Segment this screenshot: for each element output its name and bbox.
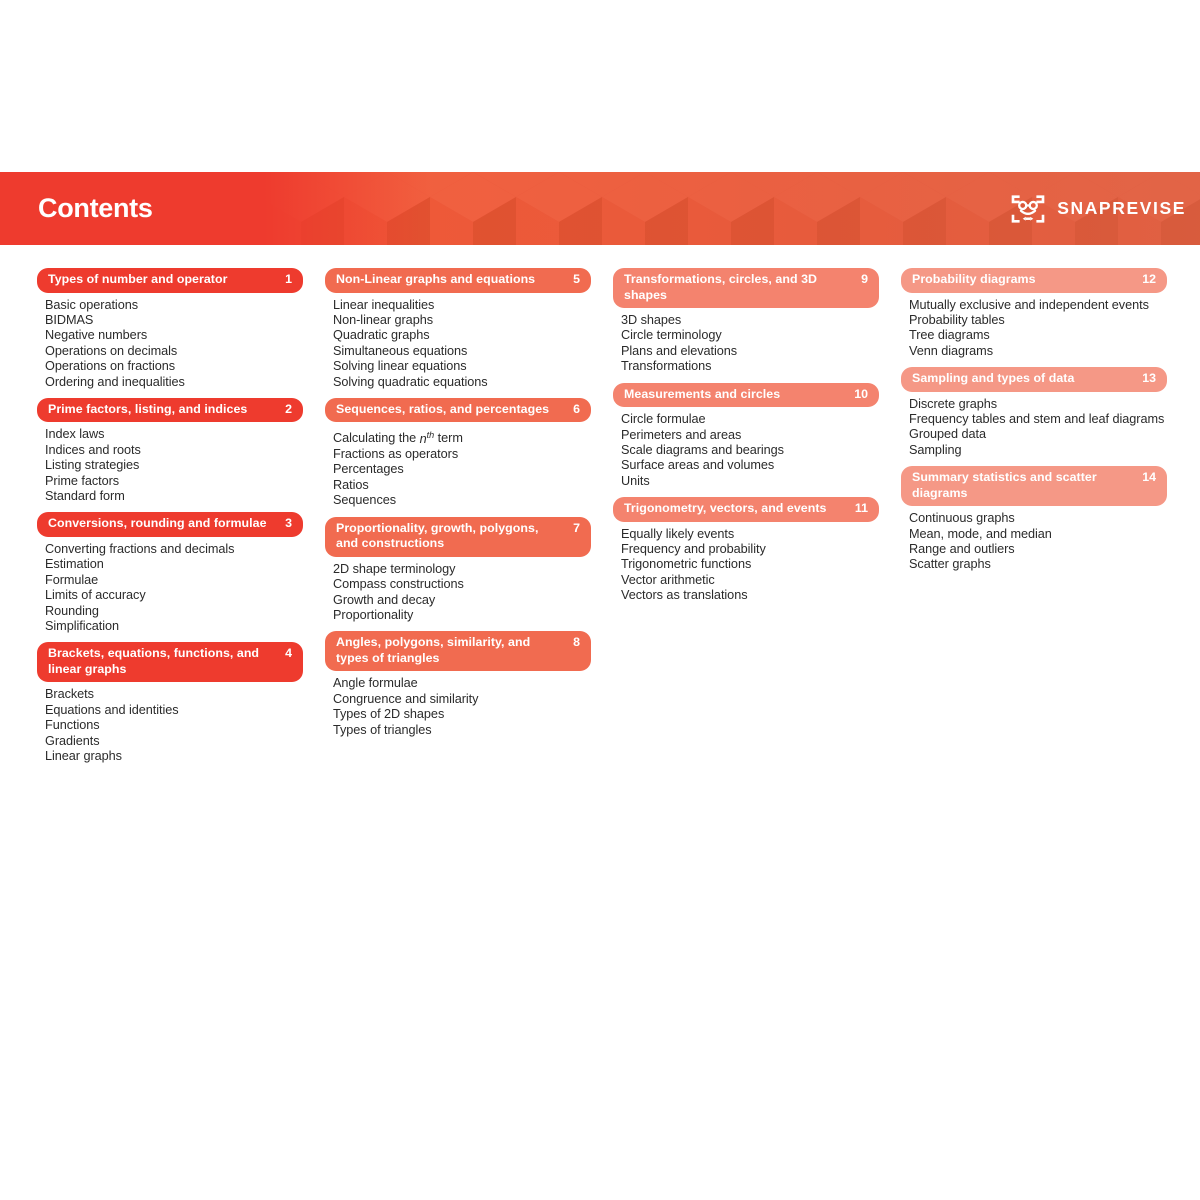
topic-item[interactable]: Scatter graphs (909, 557, 991, 572)
contents-columns (37, 268, 1168, 772)
topic-item[interactable]: Linear inequalities (333, 297, 435, 312)
topic-item[interactable]: Formulae (45, 572, 99, 587)
topic-item[interactable]: Rounding (45, 603, 99, 618)
section-topic-list (325, 422, 591, 508)
topic-item[interactable]: Tree diagrams (909, 328, 990, 343)
section-title: Summary statistics and scatter diagrams (912, 470, 1097, 500)
contents-section[interactable] (37, 512, 303, 634)
section-number: 6 (573, 401, 580, 416)
topic-item[interactable]: Converting fractions and decimals (45, 541, 235, 556)
topic-item[interactable]: Circle terminology (621, 328, 722, 343)
topic-item[interactable]: Proportionality (333, 607, 414, 622)
topic-item[interactable]: Linear graphs (45, 749, 122, 764)
section-title: Types of number and operator (48, 272, 228, 286)
topic-item[interactable]: Continuous graphs (909, 511, 1015, 526)
contents-section[interactable] (37, 268, 303, 390)
contents-section[interactable] (37, 398, 303, 505)
section-number: 10 (854, 386, 868, 401)
topic-item[interactable]: Limits of accuracy (45, 588, 146, 603)
topic-item[interactable]: Operations on decimals (45, 343, 178, 358)
topic-item[interactable]: Equally likely events (621, 526, 735, 541)
topic-item[interactable]: Operations on fractions (45, 359, 176, 374)
topic-item[interactable]: Growth and decay (333, 592, 436, 607)
section-topic-list (613, 407, 879, 489)
topic-item[interactable]: Mutually exclusive and independent events (909, 297, 1149, 312)
contents-section[interactable] (325, 631, 591, 738)
section-title: Prime factors, listing, and indices (48, 401, 248, 416)
topic-item[interactable]: Sampling (909, 442, 962, 457)
topic-item[interactable]: Vectors as translations (621, 588, 748, 603)
section-number: 5 (573, 272, 580, 286)
topic-item[interactable]: Ordering and inequalities (45, 374, 185, 389)
section-number: 2 (285, 401, 292, 416)
section-topic-list (325, 557, 591, 624)
topic-item[interactable]: Mean, mode, and median (909, 526, 1052, 541)
topic-item[interactable]: Solving linear equations (333, 359, 467, 374)
section-number: 1 (285, 272, 292, 286)
topic-item[interactable]: Units (621, 473, 650, 488)
topic-item[interactable]: Surface areas and volumes (621, 458, 775, 473)
topic-item[interactable]: Types of triangles (333, 722, 432, 737)
section-topic-list (37, 422, 303, 504)
section-number: 3 (285, 516, 292, 531)
topic-item[interactable]: Standard form (45, 489, 125, 504)
topic-item[interactable]: Simultaneous equations (333, 343, 468, 358)
topic-item[interactable]: Functions (45, 718, 100, 733)
topic-item[interactable]: Venn diagrams (909, 343, 993, 358)
contents-column-4 (901, 268, 1167, 581)
section-header[interactable] (325, 398, 591, 423)
section-number: 9 (861, 272, 868, 286)
topic-item[interactable]: Frequency tables and stem and leaf diagrams (909, 412, 1165, 427)
section-header[interactable] (37, 512, 303, 537)
section-header[interactable] (613, 268, 879, 308)
section-title: Sequences, ratios, and percentages (336, 401, 550, 416)
topic-item[interactable]: Perimeters and areas (621, 427, 742, 442)
topic-item[interactable]: Basic operations (45, 297, 138, 312)
topic-item[interactable]: Estimation (45, 557, 104, 572)
topic-item[interactable]: Vector arithmetic (621, 572, 715, 587)
contents-section[interactable] (613, 268, 879, 375)
topic-item[interactable]: BIDMAS (45, 312, 94, 327)
topic-item[interactable]: Probability tables (909, 312, 1005, 327)
section-number: 7 (573, 520, 580, 535)
section-title: Conversions, rounding and formulae (48, 516, 267, 531)
contents-section[interactable] (325, 268, 591, 390)
topic-item[interactable]: Indices and roots (45, 442, 141, 457)
section-number: 4 (285, 646, 292, 661)
section-header[interactable] (613, 383, 879, 408)
section-topic-list (613, 522, 879, 604)
section-number: 8 (573, 635, 580, 650)
section-number: 14 (1142, 470, 1156, 485)
section-number: 12 (1142, 272, 1156, 286)
section-topic-list (901, 392, 1167, 459)
section-topic-list (37, 537, 303, 634)
topic-item[interactable]: Quadratic graphs (333, 328, 430, 343)
section-title: Trigonometry, vectors, and events (624, 501, 827, 516)
section-header[interactable] (901, 268, 1167, 293)
topic-item[interactable]: 3D shapes (621, 313, 682, 327)
section-title: Sampling and types of data (912, 371, 1075, 386)
brand-lockup (1010, 194, 1186, 224)
section-title: Non-Linear graphs and equations (336, 272, 536, 286)
topic-item[interactable]: Angle formulae (333, 676, 418, 691)
topic-item[interactable]: Plans and elevations (621, 343, 738, 358)
section-title: Measurements and circles (624, 386, 781, 401)
snaprevise-face-logo-icon (1010, 194, 1046, 224)
section-header[interactable] (613, 497, 879, 522)
section-topic-list (37, 293, 303, 390)
section-header[interactable] (37, 642, 303, 682)
topic-item[interactable]: Index laws (45, 427, 105, 442)
section-number: 13 (1142, 371, 1156, 386)
section-header[interactable] (325, 631, 591, 671)
topic-item[interactable]: Equations and identities (45, 702, 179, 717)
topic-item[interactable]: Prime factors (45, 473, 120, 488)
topic-item[interactable]: Range and outliers (909, 542, 1015, 557)
topic-item[interactable]: Non-linear graphs (333, 312, 433, 327)
section-header[interactable] (325, 268, 591, 293)
contents-section[interactable] (37, 642, 303, 764)
section-title: Probability diagrams (912, 272, 1036, 286)
topic-item[interactable]: Scale diagrams and bearings (621, 442, 784, 457)
topic-item[interactable]: Listing strategies (45, 458, 140, 473)
topic-item[interactable]: Negative numbers (45, 328, 148, 343)
topic-item[interactable]: Ratios (333, 477, 369, 492)
topic-item[interactable]: 2D shape terminology (333, 561, 456, 576)
section-topic-list (325, 293, 591, 390)
section-topic-list (901, 506, 1167, 573)
topic-item[interactable]: Compass constructions (333, 577, 464, 592)
section-topic-list (325, 671, 591, 738)
section-topic-list (37, 682, 303, 764)
contents-section[interactable] (613, 497, 879, 604)
section-title: Transformations, circles, and 3D shapes (624, 272, 818, 302)
section-header[interactable] (901, 466, 1167, 506)
section-title: Proportionality, growth, polygons, and constructions (336, 520, 539, 551)
page-title: Contents (38, 192, 153, 223)
section-title: Brackets, equations, functions, and linear graphs (48, 646, 260, 676)
contents-column-2 (325, 268, 591, 746)
topic-item[interactable]: Simplification (45, 619, 120, 633)
contents-section[interactable] (901, 367, 1167, 458)
brand-name: SNAPREVISE (1057, 198, 1186, 218)
section-header[interactable] (325, 517, 591, 557)
topic-item[interactable]: Frequency and probability (621, 542, 766, 557)
topic-item[interactable]: Types of 2D shapes (333, 707, 445, 722)
contents-section[interactable] (325, 398, 591, 509)
topic-item[interactable]: Gradients (45, 733, 100, 748)
section-header[interactable] (37, 398, 303, 423)
topic-item[interactable]: Brackets (45, 687, 94, 702)
topic-item[interactable]: Congruence and similarity (333, 691, 479, 706)
contents-column-3 (613, 268, 879, 612)
topic-item[interactable]: Percentages (333, 462, 404, 477)
topic-item[interactable]: Trigonometric functions (621, 557, 752, 572)
topic-item[interactable]: Fractions as operators (333, 447, 459, 462)
topic-item[interactable]: Circle formulae (621, 412, 706, 427)
section-topic-list (613, 308, 879, 375)
contents-section[interactable] (613, 383, 879, 490)
topic-item[interactable]: Solving quadratic equations (333, 374, 488, 389)
contents-section[interactable] (901, 268, 1167, 359)
section-header[interactable] (901, 367, 1167, 392)
topic-item[interactable]: Discrete graphs (909, 396, 998, 411)
contents-section[interactable] (325, 517, 591, 624)
section-header[interactable] (37, 268, 303, 293)
section-title: Angles, polygons, similarity, and types of triangles (336, 635, 531, 665)
topic-item[interactable]: Sequences (333, 493, 397, 508)
topic-item[interactable]: Transformations (621, 359, 712, 374)
contents-column-1 (37, 268, 303, 772)
section-topic-list (901, 293, 1167, 360)
topic-item[interactable]: Grouped data (909, 427, 986, 442)
contents-section[interactable] (901, 466, 1167, 573)
topic-item[interactable]: Calculating the $n^{th}$ term (333, 429, 463, 446)
section-number: 11 (854, 501, 868, 516)
page-header-banner (0, 172, 1200, 245)
